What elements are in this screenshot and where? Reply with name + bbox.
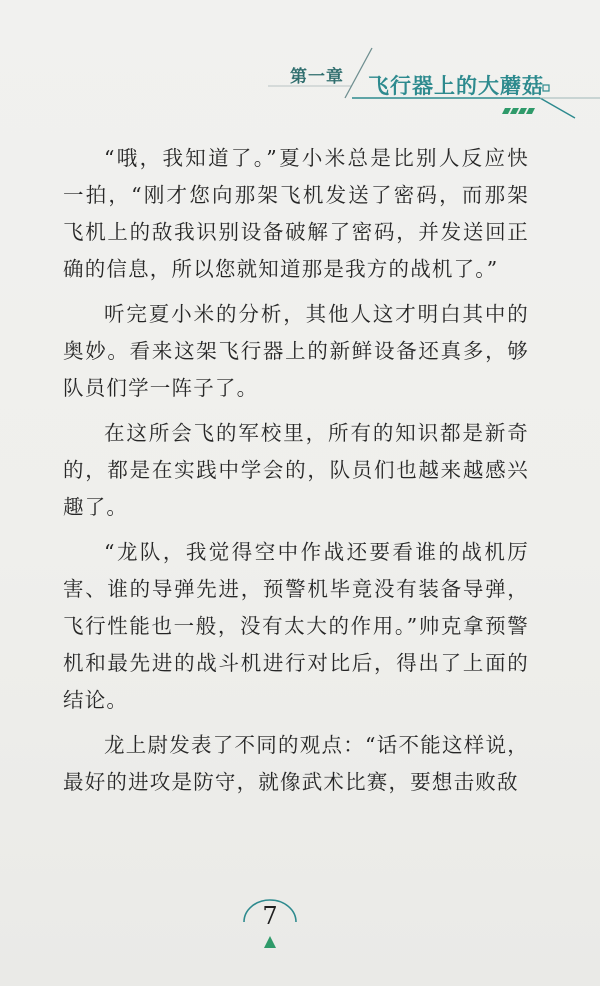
body-text: [63, 140, 529, 809]
chapter-header: [0, 0, 600, 130]
slanted-dashes-icon: [502, 108, 535, 114]
chapter-title: 飞行器上的大蘑菇: [368, 74, 544, 98]
paragraph: 在这所会飞的军校里，所有的知识都是新奇的，都是在实践中学会的，队员们也越来越感兴趣了。: [63, 421, 529, 519]
page-number: 7: [262, 902, 278, 930]
triangle-icon: [264, 936, 276, 948]
paragraph: “哦，我知道了。”夏小米总是比别人反应快一拍，“刚才您向那架飞机发送了密码，而那架飞机上的敌我识别设备破解了密码，并发送回正确的信息，所以您就知道那是我方的战机了。”: [63, 146, 529, 281]
paragraph: 听完夏小米的分析，其他人这才明白其中的奥妙。看来这架飞行器上的新鲜设备还真多，够队员们学一阵子了。: [63, 302, 529, 400]
page-footer: [230, 892, 310, 962]
paragraph: “龙队，我觉得空中作战还要看谁的战机厉害、谁的导弹先进，预警机毕竟没有装备导弹，飞行性能也一般，没有太大的作用。”帅克拿预警机和最先进的战斗机进行对比后，得出了上面的结论。: [63, 540, 529, 712]
paragraph: 龙上尉发表了不同的观点：“话不能这样说，最好的进攻是防守，就像武术比赛，要想击败敌: [63, 733, 529, 794]
chapter-label: 第一章: [290, 67, 344, 87]
